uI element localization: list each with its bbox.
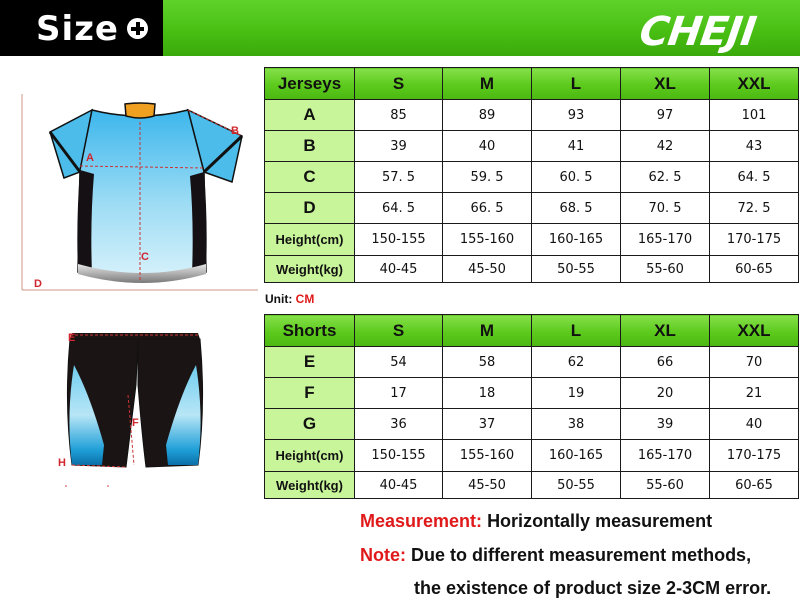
table-cell: 45-50 [443, 256, 532, 283]
shorts-header-row [265, 315, 799, 347]
shorts-illustration [50, 325, 220, 490]
table-cell: 21 [710, 378, 799, 409]
table-row [265, 100, 799, 131]
row-label: Weight(kg) [265, 256, 355, 283]
label-h: H [58, 457, 66, 469]
size-col-xl: XL [621, 315, 710, 347]
table-cell: 57. 5 [355, 162, 443, 193]
jerseys-corner-label: Jerseys [265, 68, 355, 100]
label-c: C [141, 251, 149, 263]
table-cell: 40 [443, 131, 532, 162]
unit-value: CM [295, 292, 315, 306]
table-cell: 93 [532, 100, 621, 131]
table-cell: 59. 5 [443, 162, 532, 193]
table-row [265, 440, 799, 472]
note-text: Due to different measurement methods, [411, 545, 752, 565]
table-cell: 40 [710, 409, 799, 440]
shorts-diagram [50, 325, 220, 490]
brand-logo: CHEJI [636, 9, 759, 55]
size-col-xxl: XXL [710, 68, 799, 100]
table-cell: 72. 5 [710, 193, 799, 224]
shorts-size-table [264, 314, 799, 499]
table-row [265, 409, 799, 440]
jersey-diagram [20, 92, 260, 297]
label-e: E [68, 332, 76, 344]
table-cell: 40-45 [355, 472, 443, 499]
table-cell: 50-55 [532, 472, 621, 499]
unit-label: Unit: [265, 292, 293, 306]
table-row [265, 193, 799, 224]
table-cell: 101 [710, 100, 799, 131]
table-cell: 36 [355, 409, 443, 440]
table-cell: 165-170 [621, 224, 710, 256]
table-cell: 97 [621, 100, 710, 131]
table-cell: 70. 5 [621, 193, 710, 224]
table-cell: 55-60 [621, 256, 710, 283]
measurement-note [360, 511, 712, 532]
unit-note [265, 292, 314, 306]
table-cell: 150-155 [355, 440, 443, 472]
size-col-s: S [355, 315, 443, 347]
table-cell: 64. 5 [710, 162, 799, 193]
size-col-l: L [532, 68, 621, 100]
table-cell: 42 [621, 131, 710, 162]
table-cell: 155-160 [443, 440, 532, 472]
row-label: C [265, 162, 355, 193]
table-cell: 170-175 [710, 440, 799, 472]
table-cell: 18 [443, 378, 532, 409]
row-label: B [265, 131, 355, 162]
table-cell: 50-55 [532, 256, 621, 283]
plus-circle-icon [127, 18, 148, 39]
table-cell: 155-160 [443, 224, 532, 256]
table-cell: 58 [443, 347, 532, 378]
table-cell: 70 [710, 347, 799, 378]
label-f: F [132, 417, 139, 429]
table-cell: 60-65 [710, 256, 799, 283]
table-cell: 41 [532, 131, 621, 162]
table-cell: 62 [532, 347, 621, 378]
table-cell: 20 [621, 378, 710, 409]
jerseys-size-table [264, 67, 799, 283]
label-d: D [34, 278, 42, 290]
table-cell: 150-155 [355, 224, 443, 256]
jersey-illustration [20, 92, 260, 297]
size-col-m: M [443, 68, 532, 100]
row-label: Height(cm) [265, 440, 355, 472]
table-row [265, 162, 799, 193]
table-cell: 165-170 [621, 440, 710, 472]
note-key: Note: [360, 545, 406, 565]
table-cell: 66. 5 [443, 193, 532, 224]
table-cell: 160-165 [532, 224, 621, 256]
size-title: Size [36, 9, 119, 49]
row-label: F [265, 378, 355, 409]
table-row [265, 131, 799, 162]
table-cell: 64. 5 [355, 193, 443, 224]
row-label: Height(cm) [265, 224, 355, 256]
jerseys-header-row [265, 68, 799, 100]
note-line-1 [360, 545, 751, 566]
size-col-s: S [355, 68, 443, 100]
table-row [265, 347, 799, 378]
table-cell: 66 [621, 347, 710, 378]
size-col-l: L [532, 315, 621, 347]
table-cell: 89 [443, 100, 532, 131]
table-cell: 62. 5 [621, 162, 710, 193]
table-cell: 43 [710, 131, 799, 162]
size-col-m: M [443, 315, 532, 347]
shorts-corner-label: Shorts [265, 315, 355, 347]
table-cell: 60-65 [710, 472, 799, 499]
row-label: A [265, 100, 355, 131]
table-cell: 60. 5 [532, 162, 621, 193]
table-cell: 39 [355, 131, 443, 162]
measurement-text: Horizontally measurement [487, 511, 713, 531]
measurement-key: Measurement: [360, 511, 483, 531]
table-cell: 85 [355, 100, 443, 131]
label-a: A [86, 152, 94, 164]
size-col-xxl: XXL [710, 315, 799, 347]
row-label: G [265, 409, 355, 440]
table-row [265, 224, 799, 256]
table-cell: 38 [532, 409, 621, 440]
table-cell: 160-165 [532, 440, 621, 472]
table-row [265, 378, 799, 409]
row-label: D [265, 193, 355, 224]
table-row [265, 472, 799, 499]
row-label: E [265, 347, 355, 378]
table-cell: 55-60 [621, 472, 710, 499]
table-cell: 17 [355, 378, 443, 409]
table-cell: 45-50 [443, 472, 532, 499]
table-cell: 68. 5 [532, 193, 621, 224]
row-label: Weight(kg) [265, 472, 355, 499]
table-cell: 54 [355, 347, 443, 378]
table-row [265, 256, 799, 283]
table-cell: 19 [532, 378, 621, 409]
table-cell: 170-175 [710, 224, 799, 256]
table-cell: 37 [443, 409, 532, 440]
note-line-2: the existence of product size 2-3CM error. [414, 578, 772, 598]
table-cell: 39 [621, 409, 710, 440]
table-cell: 40-45 [355, 256, 443, 283]
label-b: B [231, 125, 239, 137]
size-col-xl: XL [621, 68, 710, 100]
